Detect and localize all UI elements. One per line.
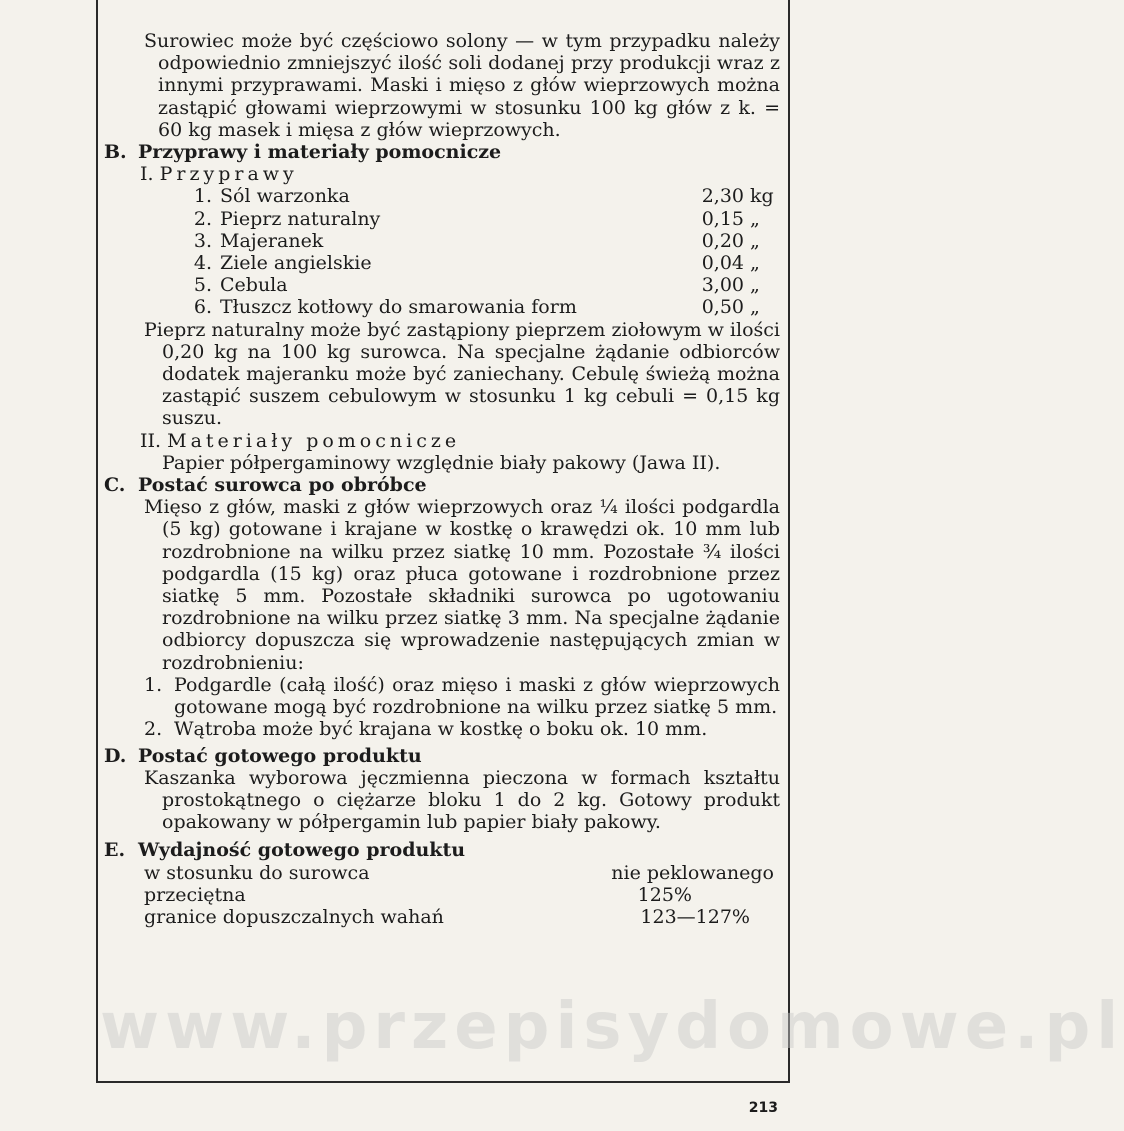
section-d-text: Kaszanka wyborowa jęczmienna pieczona w formach kształtu prostokątnego o ciężarze bloku 1 do 2 kg. Gotowy produkt opakowany w półpergamin lub papier biały pakowy.	[144, 766, 780, 834]
section-c-list-item	[104, 718, 780, 740]
spice-row	[178, 185, 780, 207]
spice-unit: „	[750, 252, 760, 275]
yield-row	[104, 906, 780, 928]
spice-num: 5.	[193, 274, 212, 297]
spice-qty: 0,50	[701, 296, 744, 319]
spice-qty: 2,30	[701, 185, 744, 208]
spice-row	[178, 274, 780, 296]
list-item-number: 2.	[144, 718, 163, 741]
spice-row	[178, 252, 780, 274]
spice-name: Tłuszcz kotłowy do smarowania form	[220, 296, 577, 319]
section-e-title: Wydajność gotowego produktu	[138, 839, 466, 862]
spice-qty: 0,15	[701, 207, 744, 230]
spice-qty: 0,04	[701, 252, 744, 275]
yield-value: nie peklowanego	[611, 861, 774, 884]
spice-unit: „	[750, 296, 760, 319]
spice-note: Pieprz naturalny może być zastąpiony pieprzem ziołowym w ilości 0,20 kg na 100 kg surowca. Na specjalne żądanie odbiorców dodatek majeranku może być zaniechany. Cebulę świeżą można zastąpić suszem cebulowym w stosunku 1 kg cebuli = 0,15 kg suszu.	[144, 318, 780, 430]
spice-row	[178, 208, 780, 230]
section-c-list	[104, 674, 780, 741]
spice-name: Ziele angielskie	[220, 252, 372, 275]
yield-row	[104, 862, 780, 884]
list-item-number: 1.	[144, 673, 163, 696]
spice-unit: „	[750, 274, 760, 297]
yield-label: w stosunku do surowca	[144, 861, 370, 884]
section-c-list-item	[104, 674, 780, 718]
section-e-heading	[104, 839, 780, 861]
page-content	[104, 30, 780, 928]
watermark: www.przepisydomowe.pl	[100, 990, 1124, 1064]
subsection-i-title: Przyprawy	[159, 163, 298, 186]
auxiliary-materials-text: Papier półpergaminowy względnie biały pakowy (Jawa II).	[162, 451, 721, 474]
subsection-ii-title: Materiały pomocnicze	[167, 429, 461, 452]
yield-row	[104, 884, 780, 906]
spice-unit: „	[750, 207, 760, 230]
section-d-letter: D.	[104, 744, 127, 767]
subsection-i-roman: I.	[140, 163, 154, 186]
section-e-letter: E.	[104, 839, 126, 862]
section-c-heading	[104, 474, 780, 496]
spice-qty: 3,00	[701, 274, 744, 297]
section-c-letter: C.	[104, 474, 126, 497]
section-d-heading	[104, 745, 780, 767]
yield-label: granice dopuszczalnych wahań	[144, 905, 444, 928]
section-d-title: Postać gotowego produktu	[138, 744, 422, 767]
section-c-text: Mięso z głów, maski z głów wieprzowych oraz ¼ ilości podgardla (5 kg) gotowane i krajane w kostkę o krawędzi ok. 10 mm lub rozdrobnione na wilku przez siatkę 10 mm. Pozostałe ¾ ilości podgardla (15 kg) oraz płuca gotowane i rozdrobnione przez siatkę 5 mm. Pozostałe składniki surowca po ugotowaniu rozdrobnione na wilku przez siatkę 3 mm. Na specjalne żądanie odbiorcy dopuszcza się wprowadzenie następujących zmian w rozdrobnieniu:	[144, 496, 780, 674]
spice-name: Majeranek	[220, 229, 324, 252]
spice-num: 4.	[193, 252, 212, 275]
section-b-heading	[104, 141, 780, 163]
spice-unit: kg	[750, 185, 774, 208]
yield-table	[104, 862, 780, 929]
spice-num: 1.	[193, 185, 212, 208]
intro-paragraph: Surowiec może być częściowo solony — w tym przypadku należy odpowiednio zmniejszyć ilość soli dodanej przy produkcji wraz z innymi przyprawami. Maski i mięso z głów wieprzowych można zastąpić głowami wieprzowymi w stosunku 100 kg głów z k. = 60 kg masek i mięsa z głów wieprzowych.	[144, 30, 780, 141]
subsection-ii-roman: II.	[140, 429, 162, 452]
spice-num: 3.	[193, 229, 212, 252]
spice-num: 2.	[193, 207, 212, 230]
section-b-title: Przyprawy i materiały pomocnicze	[138, 141, 502, 164]
subsection-ii	[104, 430, 780, 452]
spice-qty: 0,20	[701, 229, 744, 252]
spice-row	[178, 230, 780, 252]
spice-name: Pieprz naturalny	[220, 207, 381, 230]
list-item-text: Wątroba może być krajana w kostkę o boku ok. 10 mm.	[174, 718, 708, 741]
section-b-letter: B.	[104, 141, 127, 164]
spice-row	[178, 296, 780, 318]
spice-name: Sól warzonka	[220, 185, 350, 208]
subsection-i	[104, 163, 780, 185]
yield-label: przeciętna	[144, 883, 246, 906]
spice-name: Cebula	[220, 274, 288, 297]
list-item-text: Podgardle (całą ilość) oraz mięso i maski z głów wieprzowych gotowane mogą być rozdrobnione na wilku przez siatkę 5 mm.	[174, 673, 780, 719]
yield-value: 125%	[637, 883, 692, 906]
spice-list	[104, 185, 780, 318]
spice-num: 6.	[193, 296, 212, 319]
yield-value: 123—127%	[640, 905, 750, 928]
page-number: 213	[748, 1100, 778, 1116]
section-c-title: Postać surowca po obróbce	[138, 474, 427, 497]
spice-unit: „	[750, 229, 760, 252]
